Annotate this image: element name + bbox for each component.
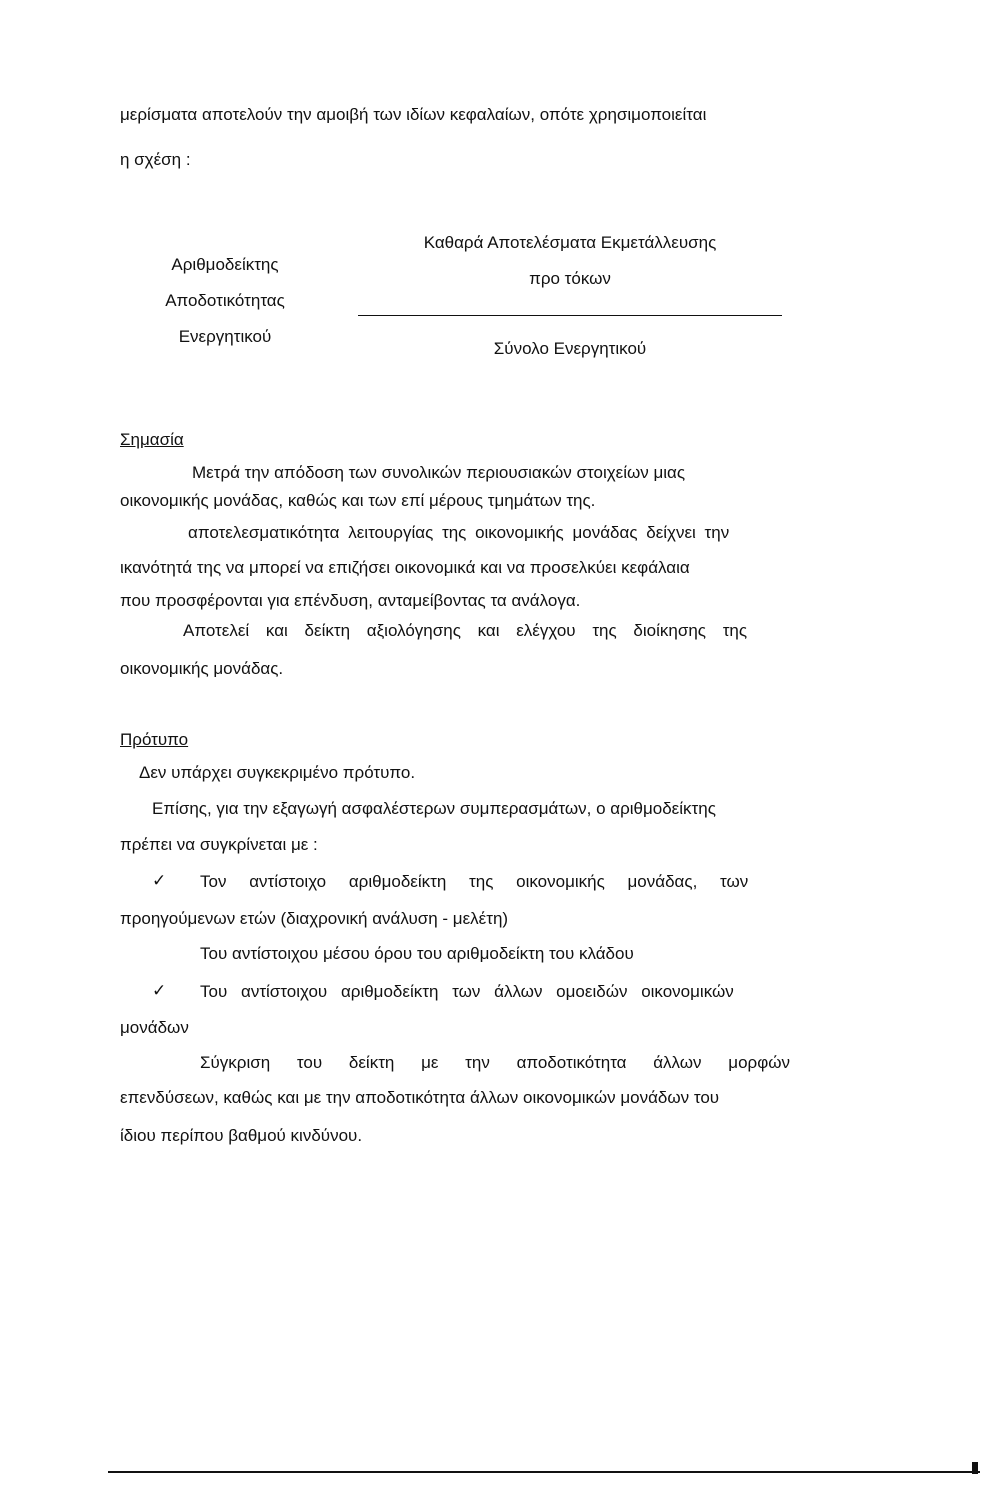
comparison-intro-line-2: πρέπει να συγκρίνεται με : [120, 835, 318, 854]
checkmark-icon: ✓ [152, 871, 167, 891]
denominator: Σύνολο Ενεργητικού [493, 339, 647, 358]
numerator-line-1: Καθαρά Αποτελέσματα Εκμετάλλευσης [423, 233, 717, 252]
numerator-line-2: προ τόκων [529, 269, 611, 288]
item-2: Του αντίστοιχου μέσου όρου του αριθμοδείκτη του κλάδου [200, 944, 634, 963]
checkmark-icon: ✓ [152, 981, 167, 1001]
ratio-name-line-1: Αριθμοδείκτης [171, 255, 279, 274]
footer-rule [108, 1471, 980, 1473]
item-4-line-1: Σύγκριση του δείκτη με την αποδοτικότητα άλλων μορφών [200, 1053, 790, 1072]
intro-line-1: μερίσματα αποτελούν την αμοιβή των ιδίων κεφαλαίων, οπότε χρησιμοποιείται [120, 105, 707, 124]
significance-heading: Σημασία [120, 430, 184, 449]
intro-line-2: η σχέση : [120, 150, 191, 169]
significance-p2-line-2: ικανότητά της να μπορεί να επιζήσει οικονομικά και να προσελκύει κεφάλαια [120, 558, 690, 577]
ratio-name-line-3: Ενεργητικού [178, 327, 272, 346]
footer-mark [972, 1462, 978, 1474]
item-1-line-2: προηγούμενων ετών (διαχρονική ανάλυση - μελέτη) [120, 909, 509, 928]
item-4-line-3: ίδιου περίπου βαθμού κινδύνου. [120, 1126, 363, 1145]
ratio-name-line-2: Αποδοτικότητας [165, 291, 285, 310]
item-3-line-1: Του αντίστοιχου αριθμοδείκτη των άλλων ομοειδών οικονομικών [200, 982, 734, 1001]
significance-p3-line-2: οικονομικής μονάδας. [120, 659, 284, 678]
comparison-intro-line-1: Επίσης, για την εξαγωγή ασφαλέστερων συμπερασμάτων, ο αριθμοδείκτης [152, 799, 716, 818]
item-1-line-1: Τον αντίστοιχο αριθμοδείκτη της οικονομικής μονάδας, των [200, 872, 749, 891]
item-4-line-2: επενδύσεων, καθώς και με την αποδοτικότητα άλλων οικονομικών μονάδων του [120, 1088, 720, 1107]
significance-p2-line-1: αποτελεσματικότητα λειτουργίας της οικονομικής μονάδας δείχνει την [188, 523, 730, 542]
no-standard-text: Δεν υπάρχει συγκεκριμένο πρότυπο. [139, 763, 416, 782]
significance-p1-line-1 [192, 464, 864, 481]
standard-heading: Πρότυπο [120, 730, 189, 749]
significance-p2-line-3: που προσφέρονται για επένδυση, ανταμείβοντας τα ανάλογα. [120, 591, 581, 610]
significance-p3-line-1: Αποτελεί και δείκτη αξιολόγησης και ελέγχου της διοίκησης της [183, 621, 748, 640]
text-segment: Μετρά την απόδοση των συνολικών περιουσιακών στοιχείων μιας [192, 463, 686, 482]
item-3-line-2: μονάδων [120, 1018, 189, 1037]
fraction-bar [358, 315, 782, 316]
significance-p1-line-2: οικονομικής μονάδας, καθώς και των επί μέρους τμημάτων της. [120, 491, 596, 510]
